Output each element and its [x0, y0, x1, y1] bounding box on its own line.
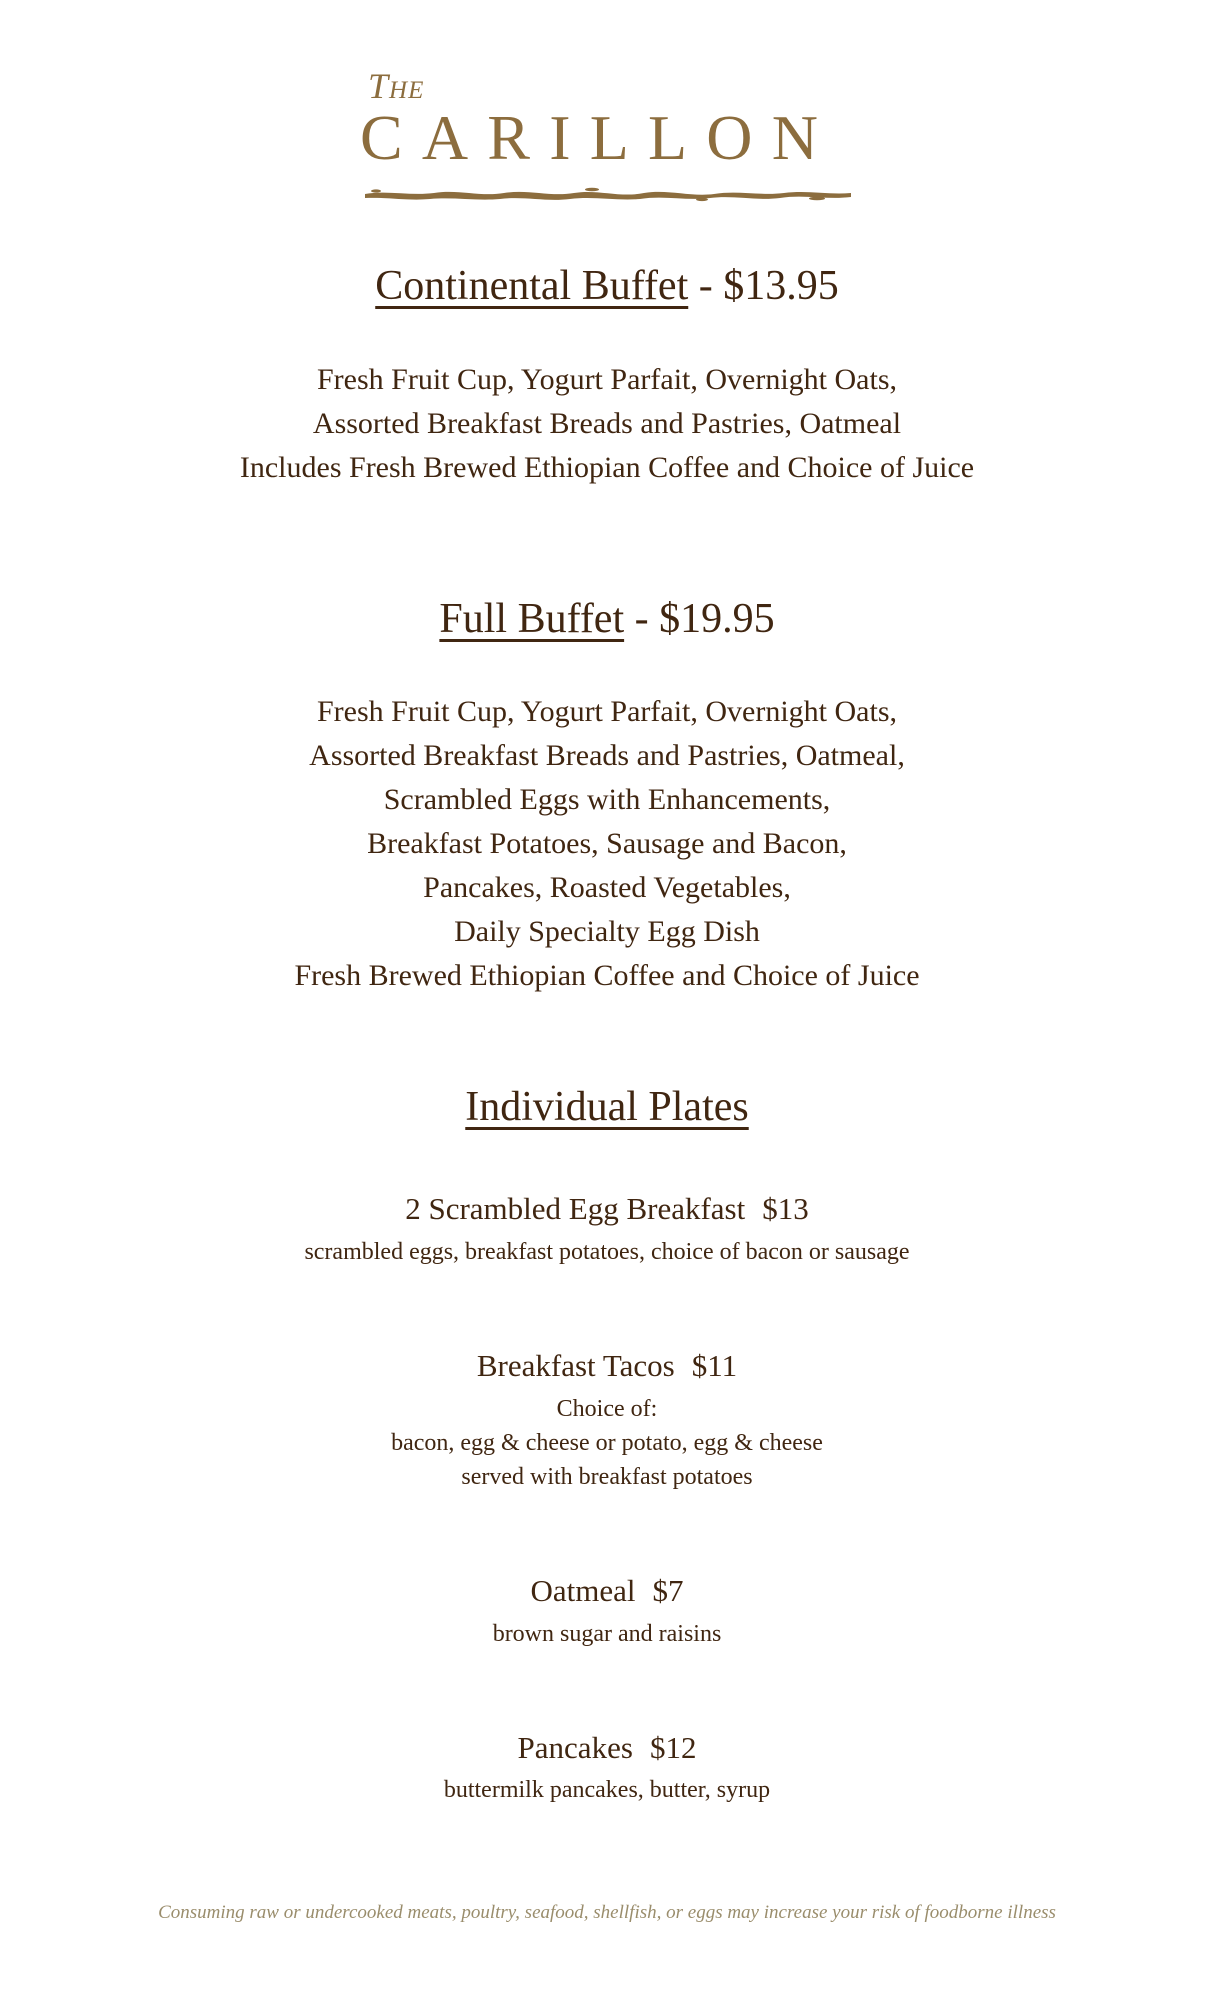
continental-description — [0, 358, 1214, 490]
menu-line: Scrambled Eggs with Enhancements, — [383, 782, 831, 816]
item-heading — [0, 1729, 1214, 1768]
menu-line: scrambled eggs, breakfast potatoes, choice of bacon or sausage — [304, 1239, 910, 1266]
menu-line: Pancakes, Roasted Vegetables, — [423, 870, 791, 904]
logo-the-text: The — [368, 66, 425, 106]
full-buffet-description — [0, 690, 1214, 998]
menu-item-oatmeal — [0, 1572, 1214, 1651]
menu-line: Assorted Breakfast Breads and Pastries, Oatmeal — [312, 406, 902, 440]
individual-plates-heading: Individual Plates — [465, 1083, 749, 1130]
menu-line: Fresh Fruit Cup, Yogurt Parfait, Overnight Oats, — [317, 362, 897, 396]
continental-title: Continental Buffet — [375, 263, 689, 310]
section-full-buffet — [0, 594, 1214, 998]
price-separator: - — [624, 595, 660, 642]
section-individual-plates — [0, 1082, 1214, 1807]
menu-line: Daily Specialty Egg Dish — [454, 914, 760, 948]
menu-line: Breakfast Potatoes, Sausage and Bacon, — [367, 826, 847, 860]
item-description — [0, 1617, 1214, 1651]
section-continental-buffet — [0, 261, 1214, 489]
item-description — [0, 1392, 1214, 1494]
item-description — [0, 1773, 1214, 1807]
menu-item-breakfast-tacos — [0, 1347, 1214, 1494]
item-price: $12 — [649, 1729, 697, 1765]
menu-line: Assorted Breakfast Breads and Pastries, Oatmeal, — [309, 738, 905, 772]
menu-item-pancakes — [0, 1729, 1214, 1808]
continental-heading — [0, 261, 1214, 311]
menu-line: Fresh Fruit Cup, Yogurt Parfait, Overnight Oats, — [317, 694, 897, 728]
item-description — [0, 1235, 1214, 1269]
item-price: $7 — [652, 1572, 684, 1608]
item-price: $13 — [762, 1191, 809, 1227]
continental-price: $13.95 — [723, 263, 839, 310]
full-buffet-heading — [0, 594, 1214, 644]
menu-line: buttermilk pancakes, butter, syrup — [443, 1777, 771, 1804]
item-heading — [0, 1347, 1214, 1386]
item-name: Pancakes — [517, 1729, 633, 1765]
price-separator: - — [688, 263, 724, 310]
foodborne-illness-disclaimer: Consuming raw or undercooked meats, poultry, seafood, shellfish, or eggs may increase your risk of foodborne illness — [158, 1902, 1056, 1924]
item-heading — [0, 1190, 1214, 1229]
menu-line: Includes Fresh Brewed Ethiopian Coffee and Choice of Juice — [239, 450, 975, 484]
item-heading — [0, 1572, 1214, 1611]
menu-line: served with breakfast potatoes — [461, 1463, 753, 1490]
logo-block — [360, 68, 854, 203]
restaurant-logo — [0, 0, 1214, 203]
item-name: Oatmeal — [530, 1572, 636, 1608]
menu-line: brown sugar and raisins — [492, 1620, 722, 1647]
full-buffet-price: $19.95 — [659, 595, 775, 642]
menu-item-scrambled-egg-breakfast — [0, 1190, 1214, 1269]
menu-line: bacon, egg & cheese or potato, egg & cheese — [391, 1429, 823, 1456]
menu-line: Choice of: — [556, 1395, 658, 1422]
brush-stroke-icon — [362, 185, 854, 203]
full-buffet-title: Full Buffet — [439, 595, 625, 642]
item-name: 2 Scrambled Egg Breakfast — [405, 1191, 746, 1227]
item-name: Breakfast Tacos — [476, 1348, 675, 1384]
menu-line: Fresh Brewed Ethiopian Coffee and Choice of Juice — [294, 958, 920, 992]
logo-name-text: CARILLON — [360, 102, 838, 173]
item-price: $11 — [691, 1348, 738, 1384]
